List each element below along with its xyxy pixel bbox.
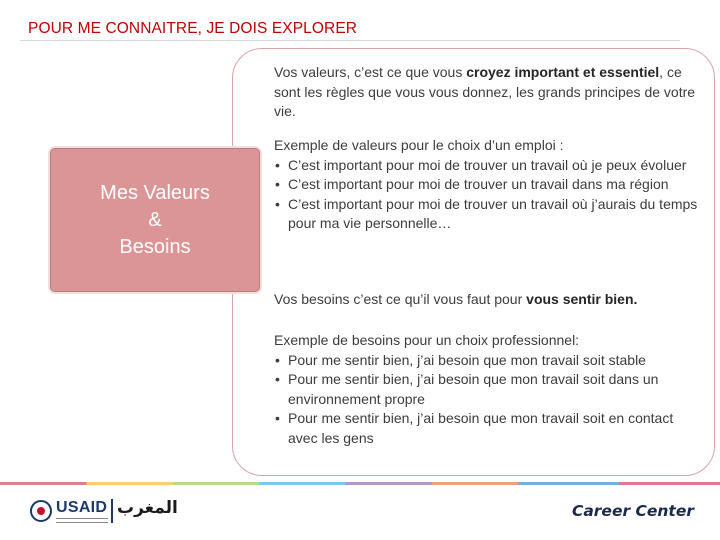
- label-line-1: Mes Valeurs: [100, 181, 210, 204]
- list-item: • C’est important pour moi de trouver un travail où j’aurais du temps pour ma vie personnelle…: [274, 195, 699, 234]
- list-item: • C’est important pour moi de trouver un travail où je peux évoluer: [274, 156, 699, 176]
- page-title: POUR ME CONNAITRE, JE DOIS EXPLORER: [28, 20, 358, 37]
- career-center-logo: Career Center: [571, 502, 694, 520]
- values-intro-emphasis: croyez important et essentiel: [466, 64, 660, 80]
- values-intro-rest: , ce sont les règles que vous vous donnez, les grands principes de votre vie.: [274, 64, 696, 119]
- values-intro-text: Vos valeurs, c’est ce que vous: [274, 64, 467, 80]
- values-example-heading: Exemple de valeurs pour le choix d’un emploi :: [274, 137, 564, 153]
- needs-intro-text: Vos besoins c’est ce qu’il vous faut pour: [274, 291, 527, 307]
- label-line-2: &: [148, 208, 162, 231]
- label-line-3: Besoins: [119, 235, 191, 258]
- usaid-logo-underline: [56, 518, 108, 523]
- morocco-logo: المغرب: [117, 498, 178, 518]
- title-divider: [20, 40, 680, 41]
- needs-intro-emphasis: vous sentir bien.: [526, 291, 638, 307]
- logo-separator: [111, 499, 113, 523]
- values-needs-label: [50, 148, 260, 292]
- needs-example-heading: Exemple de besoins pour un choix professionnel:: [274, 332, 580, 348]
- footer-divider: [0, 482, 720, 485]
- list-item: • Pour me sentir bien, j’ai besoin que mon travail soit en contact avec les gens: [274, 409, 699, 448]
- needs-definition: [274, 290, 699, 310]
- needs-examples: [274, 331, 699, 448]
- usaid-seal-icon: [30, 500, 52, 522]
- values-definition: [274, 63, 699, 122]
- list-item: • Pour me sentir bien, j’ai besoin que mon travail soit dans un environnement propre: [274, 370, 699, 409]
- values-examples: [274, 136, 699, 234]
- list-item: • Pour me sentir bien, j’ai besoin que mon travail soit stable: [274, 351, 699, 371]
- needs-example-list: [274, 351, 699, 449]
- usaid-logo: USAID: [56, 499, 108, 516]
- list-item: • C’est important pour moi de trouver un travail dans ma région: [274, 175, 699, 195]
- values-example-list: [274, 156, 699, 234]
